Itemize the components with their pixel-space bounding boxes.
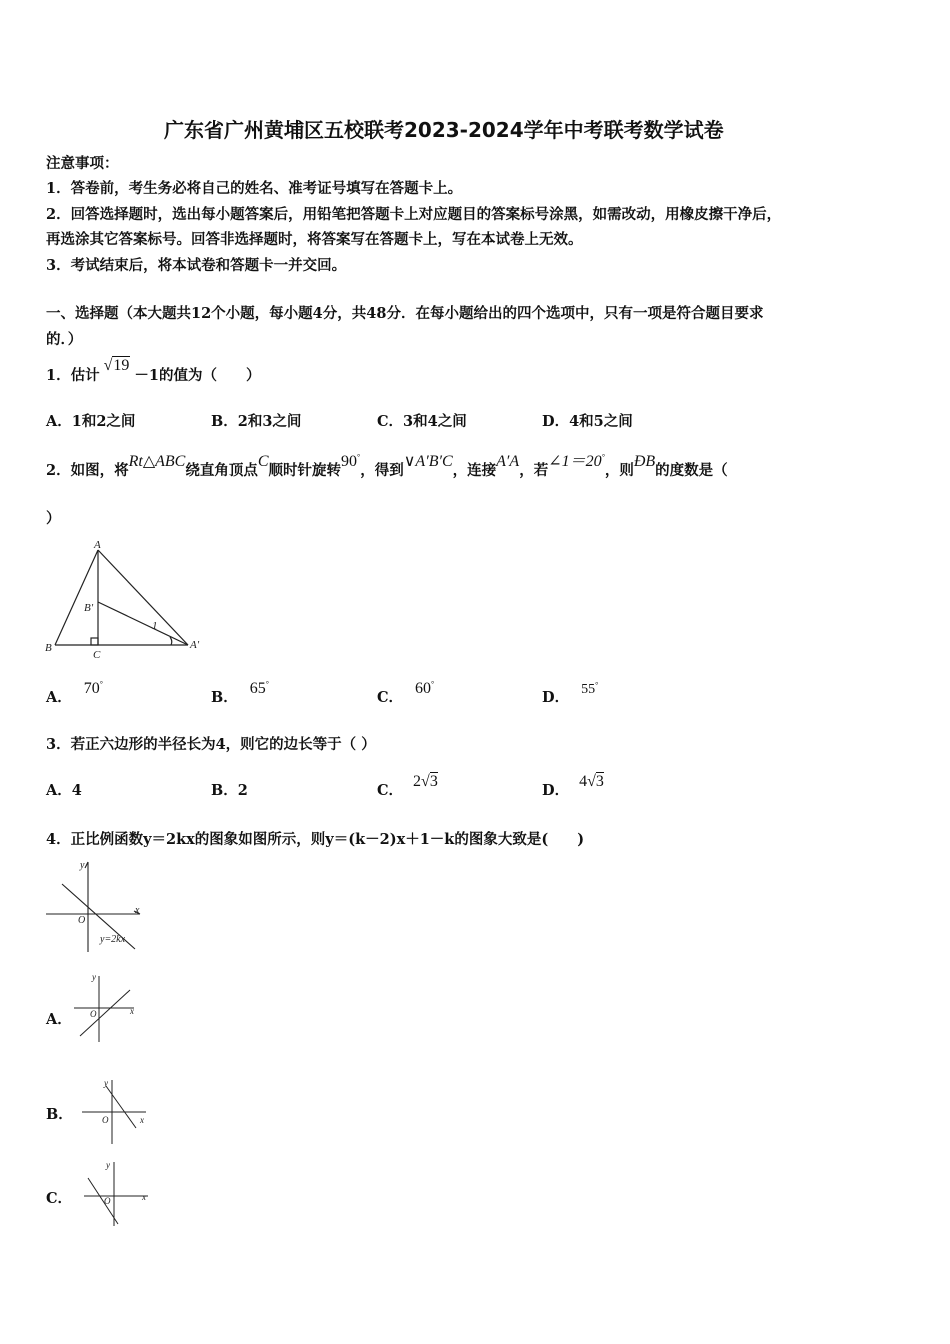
notice-item: 1．答卷前，考生务必将自己的姓名、准考证号填写在答题卡上。 [46,180,463,197]
q3-option-b [211,779,248,800]
q1-option-b: B．2和3之间 [211,413,302,430]
q2-math-c: C [257,453,269,470]
q1-prefix: 1．估计 [46,367,100,384]
coef: 4 [579,773,588,790]
q1-option-d: D．4和5之间 [542,413,633,430]
section-heading: 一、选择题（本大题共12个小题，每小题4分，共48分．在每小题给出的四个选项中，只有一项是符合题目要求 [46,305,764,322]
option-value: 55° [581,680,599,697]
option-value: 60° [415,679,435,697]
axis-label-x: x [135,905,140,916]
q2-angle-value: ∠1＝20 [548,453,602,470]
notice-item: 3．考试结束后，将本试卷和答题卡一并交回。 [46,257,347,274]
graph-line [106,1086,136,1128]
question-4: 4．正比例函数y＝2kx的图象如图所示，则y＝(k－2)x＋1－k的图象大致是( ) [46,831,585,848]
origin-label: O [78,915,86,926]
q3-option-c [377,773,438,800]
label-a: A [94,539,101,551]
q3-option-d [542,773,604,800]
q2-text: ，得到 [360,462,404,479]
q2-option-a [46,679,103,707]
option-value: 2 [237,782,248,799]
q2-c-value: 60 [415,680,432,697]
q4-option-b-letter: B． [46,1106,73,1123]
notice-item: 再选涂其它答案标号。回答非选择题时，将答案写在答题卡上，写在本试卷上无效。 [46,231,583,248]
option-letter: A． [46,689,72,706]
radicand: 3 [429,773,438,790]
origin-label: O [102,1115,109,1125]
question-1 [46,357,261,385]
q2-option-d [542,680,599,707]
option-letter: B． [211,689,238,706]
q2-math-90: 90° [341,452,361,470]
sqrt-19: √19 [103,357,130,374]
axis-label-y: y [80,860,85,871]
angle-arc [170,637,172,645]
axis-label-y: y [104,1078,108,1088]
graph-line [80,990,130,1036]
axis-label-x: x [142,1192,146,1202]
label-b: B [45,642,52,654]
q1-option-a: A．1和2之间 [46,413,136,430]
line-ab [55,550,98,645]
q2-angle: 90 [341,453,358,470]
label-angle-1: 1 [152,620,158,632]
q4-main-graph [42,856,152,956]
option-letter: A． [46,782,72,799]
q2-b-value: 65 [249,680,266,697]
option-letter: C． [377,782,404,799]
axis-label-x: x [130,1006,134,1016]
option-value: 4√3 [579,773,604,790]
radicand: 3 [595,773,604,790]
q2-a-value: 70 [83,680,100,697]
q3-option-a [46,779,82,800]
question-3: 3．若正六边形的半径长为4，则它的边长等于（ ） [46,736,376,753]
q2-triangle-figure [42,538,212,662]
q2-math-b: ÐB [633,453,656,470]
q2-text: 2．如图，将 [46,462,129,479]
q2-text: 的度数是（ [655,462,728,479]
notice-heading: 注意事项： [46,155,119,172]
option-letter: B． [211,782,238,799]
line-label: y=2kx [100,934,126,945]
right-angle-mark [91,638,98,645]
q2-text: ，连接 [452,462,497,479]
option-letter: C． [377,689,404,706]
q1-option-c: C．3和4之间 [377,413,467,430]
axis-label-x: x [140,1115,144,1125]
axis-label-y: y [106,1160,110,1170]
option-letter: D． [542,782,570,799]
q4-option-a-letter: A． [46,1011,72,1028]
option-value: 4 [71,782,82,799]
q1-radicand: 19 [113,357,130,374]
option-value: 65° [249,679,269,697]
q2-close-paren: ） [46,510,61,527]
q2-d-value: 55 [581,682,596,697]
axis-label-y: y [92,972,96,982]
q2-text: ，则 [604,462,634,479]
q2-text: 顺时针旋转 [268,462,342,479]
q2-option-c [377,679,435,707]
q2-text: 绕直角顶点 [185,462,258,479]
q4-option-c-graph [78,1158,154,1230]
q4-option-a-graph [70,970,142,1046]
q2-math-aa: A′A [496,453,520,470]
origin-label: O [104,1196,111,1206]
q4-option-b-graph [76,1076,152,1148]
question-2 [46,452,728,480]
option-value: 2√3 [413,773,438,790]
label-a-prime: A′ [190,639,200,651]
q1-suffix: －1的值为（ ） [134,367,261,384]
origin-label: O [90,1009,97,1019]
q2-math-rt: Rt△ABC [128,453,186,470]
q4-option-c-letter: C． [46,1190,73,1207]
q2-text: ，若 [519,462,549,479]
label-b-prime: B′ [84,602,94,614]
q2-math-triangle: ∨A′B′C [403,453,453,470]
notice-item: 2．回答选择题时，选出每小题答案后，用铅笔把答题卡上对应题目的答案标号涂黑，如需改动，用橡皮擦干净后， [46,206,782,223]
section-heading-cont: 的．） [46,331,83,348]
q2-math-angle1: ∠1＝20° [548,452,605,470]
option-value: 70° [83,679,103,697]
page-title: 广东省广州黄埔区五校联考2023-2024学年中考联考数学试卷 [164,118,724,142]
option-letter: D． [542,689,570,706]
label-c: C [93,649,101,661]
q2-option-b [211,679,269,707]
line-aa [98,550,188,645]
coef: 2 [413,773,422,790]
line-ba1 [98,602,188,645]
